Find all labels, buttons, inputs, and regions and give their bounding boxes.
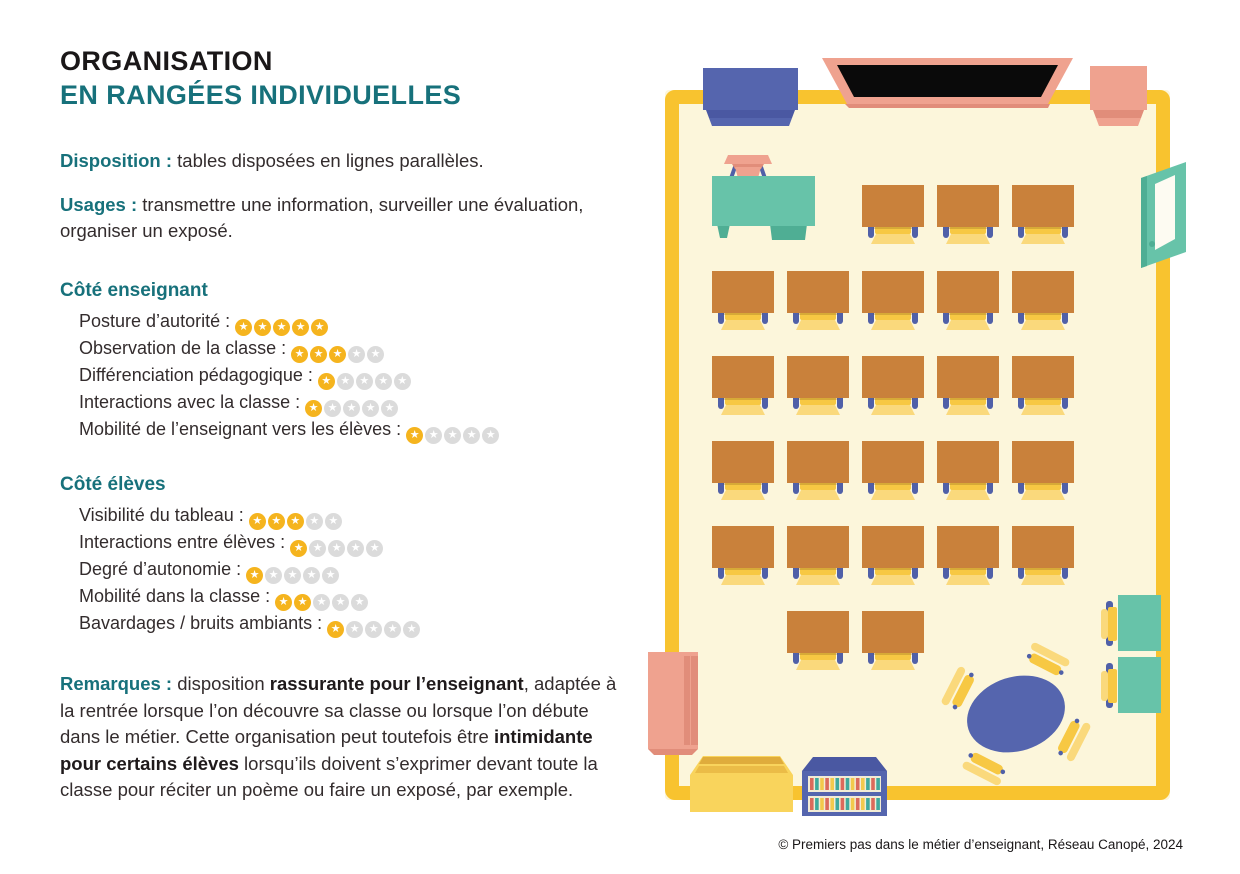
star-empty-icon: ★: [343, 400, 360, 417]
star-empty-icon: ★: [365, 621, 382, 638]
chair-backrest: [724, 155, 772, 164]
rating-label: Différenciation pédagogique :: [79, 365, 318, 385]
star-filled-icon: ★: [287, 513, 304, 530]
remarks-text: disposition: [172, 673, 270, 694]
side-table-station: [1101, 595, 1161, 651]
star-empty-icon: ★: [425, 427, 442, 444]
desk-top: [712, 441, 774, 483]
door: [1141, 162, 1186, 268]
rating-row: [79, 584, 640, 611]
book-spine: [815, 778, 819, 790]
student-desk-with-chair: [787, 271, 849, 330]
blackboard: [822, 58, 1073, 108]
student-desk-with-chair: [1012, 441, 1074, 500]
rating-list-enseignant: [60, 309, 640, 444]
star-empty-icon: ★: [375, 373, 392, 390]
section-cote-eleves: [60, 474, 640, 638]
desk-top: [712, 526, 774, 568]
rating-label: Posture d’autorité :: [79, 311, 236, 331]
book-spine: [866, 778, 870, 790]
star-filled-icon: ★: [246, 567, 263, 584]
side-table-station: [1101, 657, 1161, 713]
student-desk-with-chair: [712, 356, 774, 415]
star-empty-icon: ★: [384, 621, 401, 638]
bench-slat: [695, 766, 788, 773]
section-cote-enseignant: [60, 280, 640, 444]
book-spine: [871, 778, 875, 790]
section-heading-eleves: Côté élèves: [60, 474, 166, 495]
usages-label: Usages :: [60, 194, 138, 215]
star-filled-icon: ★: [311, 319, 328, 336]
student-desk-with-chair: [787, 441, 849, 500]
star-empty-icon: ★: [394, 373, 411, 390]
student-desk-with-chair: [787, 526, 849, 585]
page-title: [60, 44, 640, 112]
rating-row: [79, 611, 640, 638]
star-empty-icon: ★: [482, 427, 499, 444]
usages-text: transmettre une information, surveiller une évaluation, organiser un exposé.: [60, 194, 584, 241]
rating-stars: [249, 513, 342, 530]
bookshelf: [802, 757, 887, 816]
desk-top: [1012, 441, 1074, 483]
rating-stars: [318, 373, 411, 390]
star-filled-icon: ★: [249, 513, 266, 530]
star-filled-icon: ★: [292, 319, 309, 336]
door-edge: [1141, 176, 1147, 268]
desk-top: [787, 271, 849, 313]
desk-foot: [770, 224, 807, 240]
desk-top: [862, 526, 924, 568]
book-spine: [815, 798, 819, 810]
student-desk-with-chair: [937, 271, 999, 330]
rating-stars: [305, 400, 398, 417]
book-spine: [810, 778, 814, 790]
book-spine: [836, 778, 840, 790]
star-empty-icon: ★: [313, 594, 330, 611]
storage-cabinet-blue: [703, 68, 798, 126]
star-empty-icon: ★: [309, 540, 326, 557]
desk-top: [1012, 526, 1074, 568]
disposition-label: Disposition :: [60, 150, 173, 171]
student-desk-with-chair: [937, 356, 999, 415]
desk-top: [862, 356, 924, 398]
book-spine: [861, 798, 865, 810]
student-desk-with-chair: [712, 271, 774, 330]
desk-top: [862, 271, 924, 313]
star-empty-icon: ★: [306, 513, 323, 530]
book-spine: [830, 798, 834, 810]
desk-top: [712, 271, 774, 313]
desk-top: [787, 526, 849, 568]
rating-row: [79, 336, 640, 363]
blackboard-surface: [837, 65, 1058, 97]
book-spine: [876, 798, 880, 810]
side-table-top: [1118, 657, 1161, 713]
desk-top: [1012, 185, 1074, 227]
rating-label: Degré d’autonomie :: [79, 559, 247, 579]
student-desk-with-chair: [937, 441, 999, 500]
rating-row: [79, 417, 640, 444]
book-spine: [810, 798, 814, 810]
star-filled-icon: ★: [275, 594, 292, 611]
star-empty-icon: ★: [463, 427, 480, 444]
rating-row: [79, 363, 640, 390]
chair-seat: [1108, 607, 1117, 641]
cabinet-body: [648, 652, 698, 749]
star-empty-icon: ★: [348, 346, 365, 363]
cabinet-body: [1090, 66, 1147, 110]
rating-label: Interactions avec la classe :: [79, 392, 306, 412]
disposition-paragraph: [60, 148, 640, 174]
cabinet-base: [648, 749, 698, 755]
star-filled-icon: ★: [310, 346, 327, 363]
student-desk-with-chair: [787, 611, 849, 670]
desk-top: [862, 185, 924, 227]
star-empty-icon: ★: [303, 567, 320, 584]
rating-label: Bavardages / bruits ambiants :: [79, 613, 328, 633]
book-spine: [830, 778, 834, 790]
cabinet-drawer: [1096, 118, 1141, 126]
door-window: [1155, 175, 1175, 250]
star-filled-icon: ★: [294, 594, 311, 611]
desk-top: [937, 441, 999, 483]
desk-top: [862, 441, 924, 483]
star-filled-icon: ★: [273, 319, 290, 336]
student-desk-with-chair: [862, 356, 924, 415]
student-desk-with-chair: [1012, 271, 1074, 330]
cabinet-drawer: [1093, 110, 1144, 118]
book-spine: [856, 778, 860, 790]
book-spine: [841, 778, 845, 790]
bookshelf-top: [802, 757, 887, 771]
side-table-top: [1118, 595, 1161, 651]
book-spine: [820, 778, 824, 790]
book-spine: [871, 798, 875, 810]
bench-slat: [699, 757, 784, 764]
book-spine: [841, 798, 845, 810]
star-empty-icon: ★: [328, 540, 345, 557]
blackboard-tray: [845, 104, 1050, 108]
star-filled-icon: ★: [268, 513, 285, 530]
student-desk-with-chair: [712, 526, 774, 585]
desk-top: [712, 356, 774, 398]
door-handle: [1149, 241, 1155, 247]
star-empty-icon: ★: [366, 540, 383, 557]
student-desk-with-chair: [937, 526, 999, 585]
star-empty-icon: ★: [367, 346, 384, 363]
rating-stars: [246, 567, 339, 584]
star-filled-icon: ★: [235, 319, 252, 336]
desk-top: [937, 185, 999, 227]
storage-bench: [690, 756, 793, 812]
cabinet-drawer: [709, 118, 792, 126]
remarks-text: , adaptée à la rentrée lorsque l’on découvre sa classe ou lorsque l’on débute dans le métier. Cette organisation peut toutefois être: [60, 673, 617, 747]
rating-stars: [275, 594, 368, 611]
rating-row: [79, 390, 640, 417]
book-spine: [856, 798, 860, 810]
star-empty-icon: ★: [265, 567, 282, 584]
star-filled-icon: ★: [406, 427, 423, 444]
star-empty-icon: ★: [351, 594, 368, 611]
desk-top: [862, 611, 924, 653]
student-desk-with-chair: [862, 441, 924, 500]
storage-cabinet-salmon-left: [648, 652, 698, 755]
rating-label: Visibilité du tableau :: [79, 505, 249, 525]
book-spine: [820, 798, 824, 810]
star-empty-icon: ★: [337, 373, 354, 390]
desk-top: [787, 611, 849, 653]
star-empty-icon: ★: [324, 400, 341, 417]
star-filled-icon: ★: [327, 621, 344, 638]
star-filled-icon: ★: [291, 346, 308, 363]
rating-label: Mobilité de l’enseignant vers les élèves :: [79, 419, 407, 439]
rating-stars: [406, 427, 499, 444]
student-desk-with-chair: [937, 185, 999, 244]
rating-list-eleves: [60, 503, 640, 638]
text-column: [60, 44, 640, 804]
star-filled-icon: ★: [254, 319, 271, 336]
student-desk-with-chair: [787, 356, 849, 415]
remarks-bold-text: rassurante pour l’enseignant: [269, 673, 524, 694]
book-spine: [846, 798, 850, 810]
rating-label: Interactions entre élèves :: [79, 532, 291, 552]
star-empty-icon: ★: [346, 621, 363, 638]
book-spine: [825, 798, 829, 810]
desk-top: [712, 176, 815, 226]
rating-label: Observation de la classe :: [79, 338, 292, 358]
book-spine: [861, 778, 865, 790]
student-desk-with-chair: [862, 526, 924, 585]
rating-stars: [290, 540, 383, 557]
star-empty-icon: ★: [347, 540, 364, 557]
book-spine: [825, 778, 829, 790]
book-spine: [851, 798, 855, 810]
chair-seat: [1108, 669, 1117, 703]
desk-top: [937, 356, 999, 398]
desk-top: [937, 271, 999, 313]
rating-stars: [291, 346, 384, 363]
student-desk-with-chair: [862, 185, 924, 244]
student-desk-with-chair: [862, 271, 924, 330]
bookshelf-shelf: [808, 796, 881, 812]
book-spine: [876, 778, 880, 790]
disposition-text: tables disposées en lignes parallèles.: [172, 150, 484, 171]
storage-cabinet-salmon-top: [1090, 66, 1147, 126]
cabinet-side: [684, 656, 690, 745]
section-heading-enseignant: Côté enseignant: [60, 280, 208, 301]
rating-row: [79, 557, 640, 584]
bookshelf-shelf: [808, 776, 881, 792]
star-empty-icon: ★: [322, 567, 339, 584]
student-desk-with-chair: [1012, 526, 1074, 585]
student-desk-with-chair: [712, 441, 774, 500]
rating-stars: [235, 319, 328, 336]
copyright-line: © Premiers pas dans le métier d’enseignant, Réseau Canopé, 2024: [778, 837, 1183, 852]
star-empty-icon: ★: [381, 400, 398, 417]
desk-top: [937, 526, 999, 568]
star-empty-icon: ★: [444, 427, 461, 444]
chair-backrest: [1101, 609, 1108, 639]
page-title-line2: EN RANGÉES INDIVIDUELLES: [60, 80, 462, 110]
rating-row: [79, 530, 640, 557]
star-filled-icon: ★: [290, 540, 307, 557]
rating-row: [79, 309, 640, 336]
student-desk-with-chair: [1012, 185, 1074, 244]
page-title-line1: ORGANISATION: [60, 46, 273, 76]
book-spine: [836, 798, 840, 810]
rating-row: [79, 503, 640, 530]
remarks-text: lorsqu’ils doivent s’exprimer devant toute la classe pour réciter un poème ou faire un exposé, par exemple.: [60, 752, 598, 800]
desk-top: [787, 441, 849, 483]
rating-label: Mobilité dans la classe :: [79, 586, 276, 606]
student-desk-with-chair: [862, 611, 924, 670]
desk-top: [1012, 271, 1074, 313]
star-filled-icon: ★: [318, 373, 335, 390]
star-empty-icon: ★: [356, 373, 373, 390]
cabinet-body: [703, 68, 798, 110]
remarks-paragraph: [60, 671, 620, 804]
student-desk-with-chair: [1012, 356, 1074, 415]
book-spine: [866, 798, 870, 810]
star-empty-icon: ★: [332, 594, 349, 611]
star-empty-icon: ★: [403, 621, 420, 638]
usages-paragraph: [60, 192, 640, 244]
cabinet-drawer: [706, 110, 795, 118]
star-filled-icon: ★: [329, 346, 346, 363]
rating-stars: [327, 621, 420, 638]
desk-top: [787, 356, 849, 398]
star-empty-icon: ★: [362, 400, 379, 417]
star-empty-icon: ★: [325, 513, 342, 530]
chair-backrest: [1101, 671, 1108, 701]
remarks-bold-text: intimidante pour certains élèves: [60, 726, 593, 774]
book-spine: [851, 778, 855, 790]
star-empty-icon: ★: [284, 567, 301, 584]
bench-body: [690, 756, 793, 812]
desk-top: [1012, 356, 1074, 398]
book-spine: [846, 778, 850, 790]
star-filled-icon: ★: [305, 400, 322, 417]
remarks-label: Remarques :: [60, 673, 173, 694]
cabinet-side: [691, 656, 698, 745]
